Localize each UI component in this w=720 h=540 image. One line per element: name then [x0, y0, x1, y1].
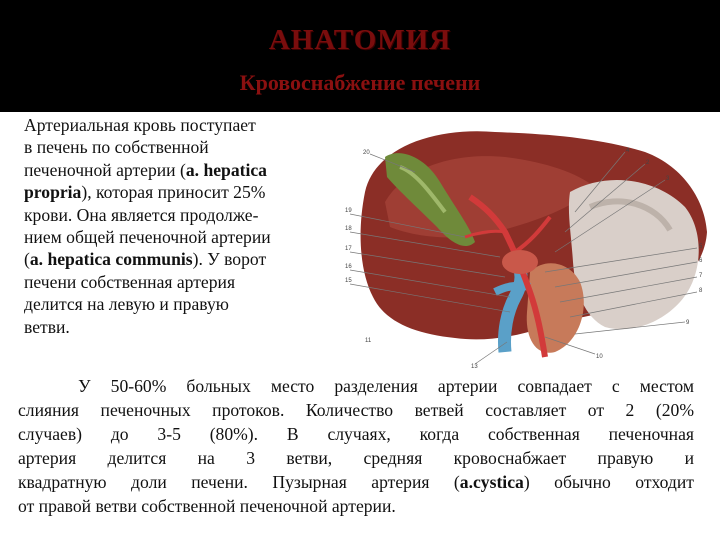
figure-label: 18	[345, 226, 352, 232]
text-line: печеночной артерии (a. hepatica	[24, 159, 267, 180]
text-line: (a. hepatica communis). У ворот	[24, 249, 267, 270]
text-line: квадратную доли печени. Пузырная артерия (a.cystica) обычно отходит	[18, 472, 694, 492]
text-line: артерия делится на 3 ветви, средняя кровоснабжает правую и	[18, 448, 694, 468]
text-line: от правой ветви собственной печеночной артерии.	[18, 496, 396, 516]
figure-label: 9	[686, 320, 690, 326]
liver-blood-supply-figure	[345, 112, 720, 374]
text-line: propria), которая приносит 25%	[24, 182, 266, 203]
text-line: нием общей печеночной артерии	[24, 227, 271, 248]
figure-label: 17	[345, 246, 352, 252]
text-line: слияния печеночных протоков. Количество ветвей составляет от 2 (20%	[18, 400, 694, 420]
detail-paragraph	[18, 374, 694, 518]
text-line: ветви.	[24, 316, 70, 337]
text-line: случаев) до 3-5 (80%). В случаях, когда собственная печеночная	[18, 424, 694, 444]
figure-label: 13	[471, 364, 478, 370]
figure-label: 10	[596, 354, 603, 360]
text-line: в печень по собственной	[24, 137, 209, 158]
text-line: делится на левую и правую	[24, 294, 229, 315]
figure-label: 11	[365, 338, 372, 344]
figure-label: 20	[363, 150, 370, 156]
text-line: печени собственная артерия	[24, 271, 236, 292]
figure-label: 4	[626, 148, 630, 154]
figure-label: 3	[666, 176, 670, 182]
latin-term: a.cystica	[459, 472, 524, 492]
figure-label: 7	[699, 273, 703, 279]
figure-label: 19	[345, 208, 352, 214]
text-line: крови. Она является продолже-	[24, 204, 259, 225]
intro-paragraph	[24, 114, 346, 338]
figure-label: 15	[345, 278, 352, 284]
figure-label: 5	[699, 244, 703, 250]
slide-header	[0, 0, 720, 112]
text-line: У 50-60% больных место разделения артерии совпадает с местом	[18, 376, 694, 396]
figure-label: 6	[699, 258, 703, 264]
liver-illustration	[345, 112, 720, 374]
latin-term: propria	[24, 182, 82, 203]
figure-label: 8	[699, 288, 703, 294]
page-subtitle: Кровоснабжение печени	[239, 70, 481, 95]
page-title: АНАТОМИЯ	[268, 24, 452, 56]
pancreas-head	[502, 250, 538, 274]
latin-term: a. hepatica communis	[29, 249, 193, 270]
latin-term: a. hepatica	[185, 159, 267, 180]
figure-label: 2	[646, 160, 650, 166]
figure-label: 16	[345, 264, 352, 270]
text-line: Артериальная кровь поступает	[24, 115, 256, 135]
